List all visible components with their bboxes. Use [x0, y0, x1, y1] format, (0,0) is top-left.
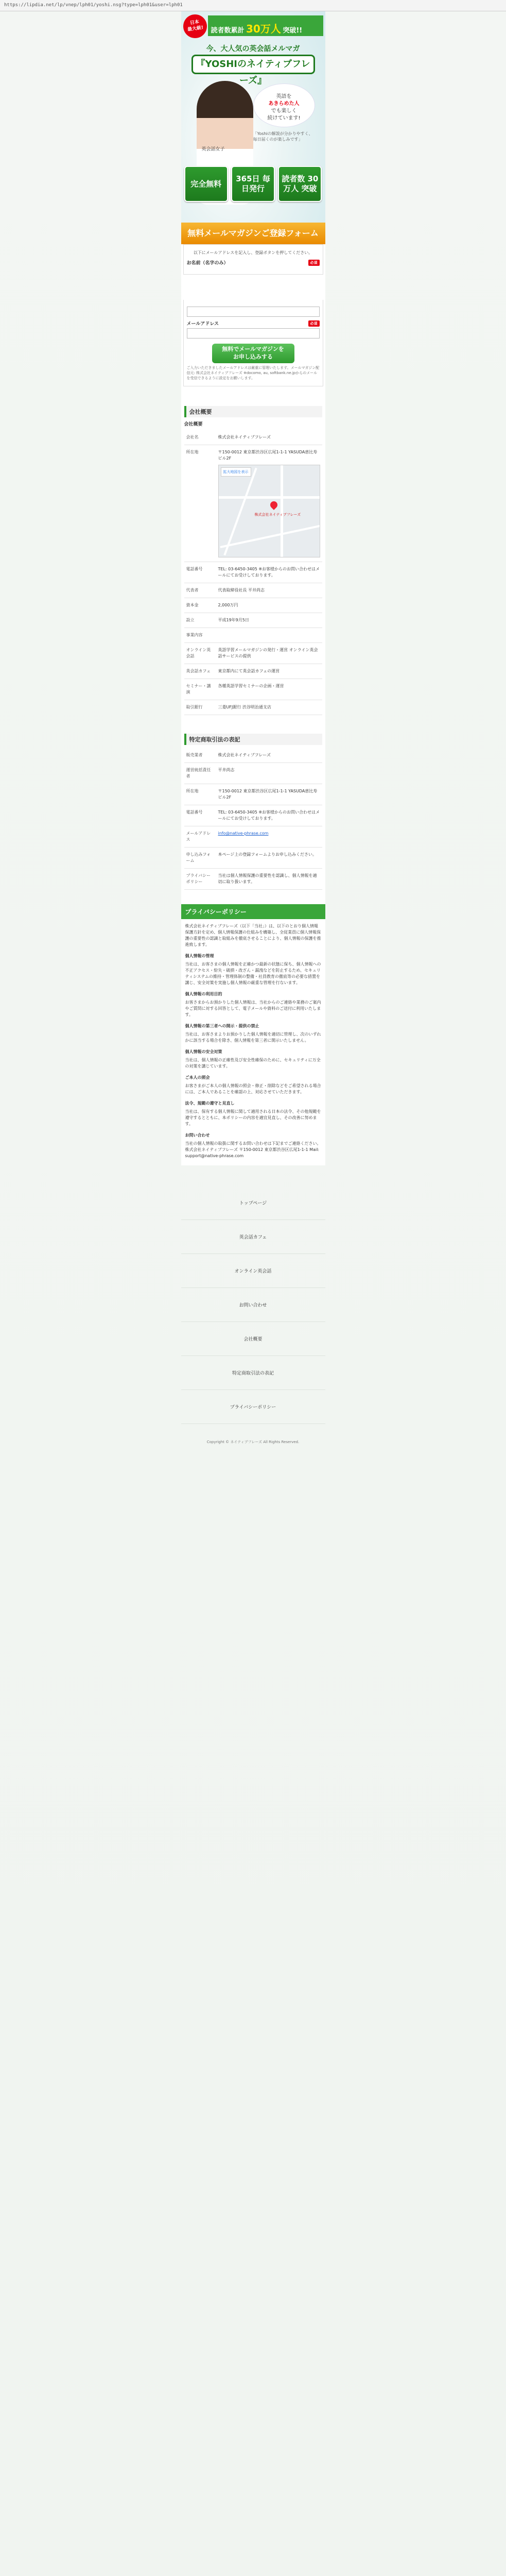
stats-row [184, 166, 322, 202]
table-row [184, 700, 322, 715]
privacy-intro: 株式会社ネイティブフレーズ（以下「当社」）は、以下のとおり個人情報保護方針を定め、個人情報保護の仕組みを構築し、全従業員に個人情報保護の重要性の認識と取組みを徹底させることにより、個人情報の保護を推進致します。 [185, 924, 321, 947]
row-key: 電話番号 [184, 805, 216, 826]
map-pin-icon [269, 500, 279, 510]
form-area [181, 244, 325, 300]
name-label: お名前（名字のみ） [186, 261, 229, 266]
bubble-line-2: あきらめた人 [268, 101, 300, 107]
testimonial-caption: 「Yoshiの解説が分かりやすく、毎日届くのが楽しみです」 [253, 131, 313, 142]
nav-tokutei[interactable]: 特定商取引法の表記 [181, 1356, 325, 1390]
table-row [184, 664, 322, 679]
page [0, 11, 506, 2576]
bubble-line-3: でも楽しく [271, 108, 297, 114]
submit-button[interactable]: 無料でメールマガジンを お申し込みする [212, 344, 294, 363]
row-value: 英語学習メールマガジンの発行・運営 オンライン英会話サービスの提供 [216, 643, 322, 664]
table-row [184, 583, 322, 598]
enlarge-map-link[interactable]: 拡大地図を表示 [221, 467, 251, 477]
table-row [184, 445, 322, 562]
map-pin-label: 株式会社ネイティブフレーズ [254, 513, 301, 517]
table-row [184, 430, 322, 445]
privacy-section-text: 当社は、個人情報の正確性及び安全性確保のために、セキュリティに万全の対策を講じています。 [185, 1058, 321, 1069]
address-bar[interactable]: https://lipdia.net/lp/vnep/lph01/yoshi.nsg?type=lph01&user=lph01 [0, 0, 506, 11]
row-key: 英会話カフェ [184, 664, 216, 679]
model-label: 英会話女子 [201, 147, 225, 152]
row-key: 申し込みフォーム [184, 848, 216, 869]
company-table [184, 430, 322, 715]
signup-form-continued [183, 300, 323, 386]
row-key: 設立 [184, 613, 216, 628]
table-row [184, 613, 322, 628]
table-row [184, 826, 322, 848]
row-value: 平井尚志 [216, 763, 322, 784]
bubble-line-4: 続けています! [267, 115, 301, 121]
speech-bubble [253, 83, 315, 127]
hero-subtitle: 今、大人気の英会話メルマガ [206, 45, 300, 53]
email-label: メールアドレス [186, 321, 219, 327]
newsletter-logo: 『YOSHIのネイティブフレーズ』 [191, 55, 315, 74]
row-key: 運営統括責任者 [184, 763, 216, 784]
table-row [184, 562, 322, 583]
form-note: 以下にメールアドレスを記入し、登録ボタンを押してください。 [193, 250, 313, 255]
row-value: TEL: 03-6450-3405 ※お客様からのお問い合わせはメールにてお受けしております。 [216, 805, 322, 826]
nav-privacy[interactable]: プライバシーポリシー [181, 1390, 325, 1424]
privacy-section-title: お問い合わせ [185, 1133, 210, 1138]
nav-company[interactable]: 会社概要 [181, 1322, 325, 1356]
privacy-section-title: ご本人の照会 [185, 1075, 210, 1080]
company-section [181, 402, 325, 719]
form-title-banner: 無料メールマガジンご登録フォーム [181, 223, 325, 244]
row-value: 当社は個人情報保護の重要性を認識し、個人情報を適切に取り扱います。 [216, 869, 322, 890]
row-value: 代表取締役社長 平井尚志 [216, 583, 322, 598]
main-column [181, 11, 325, 1165]
table-row [184, 643, 322, 664]
row-value: 東京都内にて英会話カフェの運営 [216, 664, 322, 679]
form-fineprint: ご入力いただきましたメールアドレスは厳重に管理いたします。メールマガジン配信元: 株式会社ネイティブフレーズ ※docomo, au, softbank.ne.jpからのメールを受信できるように設定をお願いします。 [186, 366, 320, 380]
row-value: 2,000万円 [216, 598, 322, 613]
topline-pre: 読者数累計 [211, 27, 245, 35]
row-key: 取引銀行 [184, 700, 216, 715]
email-input[interactable] [187, 328, 320, 338]
privacy-section-title: 法令、規範の遵守と見直し [185, 1101, 235, 1106]
row-value: 三菱UFJ銀行 渋谷明治通支店 [216, 700, 322, 715]
required-badge: 必須 [308, 260, 320, 266]
row-key: セミナー・講演 [184, 679, 216, 700]
nav-contact[interactable]: お問い合わせ [181, 1288, 325, 1322]
table-row [184, 748, 322, 763]
row-value: 本ページ上の登録フォームよりお申し込みください。 [216, 848, 322, 869]
email-link[interactable]: info@native-phrase.com [218, 831, 269, 836]
footer-nav [181, 1186, 325, 1424]
table-row [184, 679, 322, 700]
copyright: Copyright © ネイティブフレーズ All Rights Reserved. [206, 1440, 300, 1444]
privacy-section-text: 当社は、保有する個人情報に関して適用される日本の法令、その他規範を遵守するとともに、本ポリシーの内容を適宜見直し、その改善に努めます。 [185, 1109, 321, 1126]
row-key: 資本金 [184, 598, 216, 613]
privacy-body [181, 919, 325, 1165]
privacy-section [181, 904, 325, 1165]
table-row [184, 848, 322, 869]
row-key: プライバシーポリシー [184, 869, 216, 890]
tokutei-heading: 特定商取引法の表記 [184, 734, 322, 745]
row-value: 〒150-0012 東京都渋谷区広尾1-1-1 YASUDA恵比寿ビル2F [216, 784, 322, 805]
table-row [184, 628, 322, 643]
row-key: 所在地 [184, 784, 216, 805]
google-map[interactable] [218, 465, 320, 557]
privacy-section-title: 個人情報の第三者への開示・提供の禁止 [185, 1024, 259, 1028]
hero-banner [181, 11, 325, 300]
table-row [184, 869, 322, 890]
row-key: 代表者 [184, 583, 216, 598]
company-heading: 会社概要 [184, 406, 322, 417]
row-key: 事業内容 [184, 628, 216, 643]
row-value: 株式会社ネイティブフレーズ [216, 430, 322, 445]
largest-badge: 日本 最大級! [182, 13, 208, 40]
name-input[interactable] [187, 307, 320, 317]
privacy-section-text: 当社は、お客さまよりお預かりした個人情報を適切に管理し、次のいずれかに該当する場合を除き、個人情報を第三者に開示いたしません。 [185, 1032, 321, 1043]
privacy-section-text: 当社の個人情報の取扱に関するお問い合わせは下記までご連絡ください。株式会社ネイティブフレーズ 〒150-0012 東京都渋谷区広尾1-1-1 Mail: support@native-phrase.com [185, 1141, 321, 1158]
table-row [184, 763, 322, 784]
row-value: 平成19年9月5日 [216, 613, 322, 628]
privacy-heading: プライバシーポリシー [181, 904, 325, 919]
table-row [184, 598, 322, 613]
row-key: 電話番号 [184, 562, 216, 583]
tokutei-section [181, 730, 325, 894]
row-key: 販売業者 [184, 748, 216, 763]
address-text: 〒150-0012 東京都渋谷区広尾1-1-1 YASUDA恵比寿ビル2F [218, 450, 318, 461]
row-value [216, 826, 322, 848]
bubble-line-1: 英語を [276, 94, 292, 99]
nav-online[interactable]: オンライン英会話 [181, 1254, 325, 1288]
topline-num: 30万人 [246, 23, 281, 35]
privacy-section-title: 個人情報の利用目的 [185, 992, 222, 996]
tokutei-table [184, 748, 322, 890]
signup-form [183, 244, 323, 275]
privacy-section-text: 当社は、お客さまの個人情報を正確かつ最新の状態に保ち、個人情報への不正アクセス・紛失・破損・改ざん・漏洩などを防止するため、セキュリティシステムの維持・管理体制の整備・社員教育の徹底等の必要な措置を講じ、安全対策を実施し個人情報の厳重な管理を行ないます。 [185, 962, 321, 985]
stat-readers: 読者数 30万人 突破 [278, 166, 322, 202]
table-row [184, 784, 322, 805]
reader-count-banner [208, 15, 323, 36]
row-value: 各種英語学習セミナーの企画・運営 [216, 679, 322, 700]
topline-post: 突破!! [283, 27, 303, 35]
required-badge: 必須 [308, 320, 320, 327]
stat-free: 完全無料 [184, 166, 228, 202]
row-value: 株式会社ネイティブフレーズ [216, 748, 322, 763]
row-value [216, 628, 322, 643]
stat-daily: 365日 毎日発行 [231, 166, 275, 202]
company-subheading: 会社概要 [184, 422, 203, 427]
table-row [184, 805, 322, 826]
row-key: 所在地 [184, 445, 216, 562]
privacy-section-text: お客さまがご本人の個人情報の照会・修正・削除などをご希望される場合には、ご本人であることを確認の上、対応させていただきます。 [185, 1083, 321, 1094]
row-key: オンライン英会話 [184, 643, 216, 664]
row-key: メールアドレス [184, 826, 216, 848]
privacy-section-title: 個人情報の管理 [185, 954, 214, 958]
privacy-section-title: 個人情報の安全対策 [185, 1049, 222, 1054]
nav-cafe[interactable]: 英会話カフェ [181, 1220, 325, 1254]
row-value: TEL: 03-6450-3405 ※お客様からのお問い合わせはメールにてお受けしております。 [216, 562, 322, 583]
row-key: 会社名 [184, 430, 216, 445]
privacy-section-text: お客さまからお預かりした個人情報は、当社からのご連絡や業務のご案内やご質問に対する回答として、電子メールや資料のご送付に利用いたします。 [185, 1000, 321, 1017]
nav-top[interactable]: トップページ [181, 1186, 325, 1220]
row-value [216, 445, 322, 562]
